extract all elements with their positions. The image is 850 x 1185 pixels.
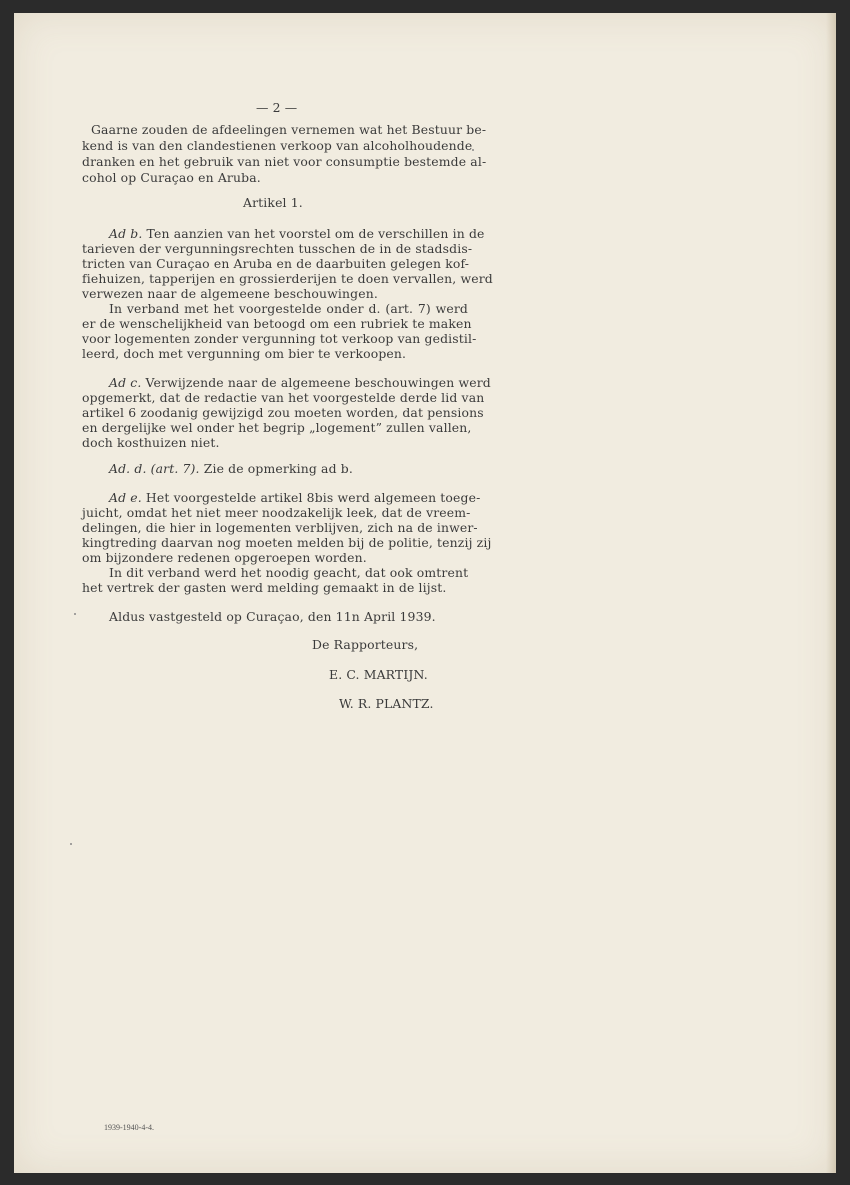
ad-b-line: er de wenschelijkheid van betoogd om een rubriek te maken: [82, 316, 472, 331]
ad-b-line: tricten van Curaçao en Aruba en de daarbuiten gelegen kof-: [82, 256, 470, 271]
paper-speck: [472, 149, 474, 151]
ad-c-line: opgemerkt, dat de redactie van het voorgestelde derde lid van: [82, 390, 485, 405]
ad-b-line: leerd, doch met vergunning om bier te verkoopen.: [82, 346, 407, 361]
document-page: [14, 13, 836, 1173]
intro-line: kend is van den clandestienen verkoop van alcoholhoudende: [82, 138, 473, 153]
intro-line: Gaarne zouden de afdeelingen vernemen wat het Bestuur be-: [91, 122, 487, 137]
intro-line: cohol op Curaçao en Aruba.: [82, 170, 261, 185]
ad-e-line: kingtreding daarvan nog moeten melden bij de politie, tenzij zij: [82, 535, 492, 550]
ad-e-label: Ad e.: [109, 490, 142, 505]
rapporteurs-heading: De Rapporteurs,: [312, 637, 419, 652]
ad-e-line: het vertrek der gasten werd melding gemaakt in de lijst.: [82, 580, 447, 595]
paper-speck: [70, 843, 72, 845]
ad-b-first-line: [109, 226, 485, 241]
ad-c-label: Ad c.: [109, 375, 142, 390]
ad-e-first-line: [109, 490, 481, 505]
closing-statement: Aldus vastgesteld op Curaçao, den 11n April 1939.: [109, 609, 436, 624]
signatory-name: W. R. PLANTZ.: [339, 696, 434, 711]
ad-e-first-line-text: Het voorgestelde artikel 8bis werd algemeen toege-: [141, 490, 481, 505]
ad-c-first-line-text: Verwijzende naar de algemeene beschouwingen werd: [141, 375, 491, 390]
ad-c-line: en dergelijke wel onder het begrip „logement” zullen vallen,: [82, 420, 472, 435]
ad-b-line: voor logementen zonder vergunning tot verkoop van gedistil-: [82, 331, 477, 346]
ad-d-line: [109, 461, 353, 476]
intro-line: dranken en het gebruik van niet voor consumptie bestemde al-: [82, 154, 487, 169]
ad-e-line: juicht, omdat het niet meer noodzakelijk leek, dat de vreem-: [82, 505, 471, 520]
ad-b-label: Ad b.: [109, 226, 143, 241]
ad-b-line: fiehuizen, tapperijen en grossierderijen te doen vervallen, werd: [82, 271, 493, 286]
signatory-name: E. C. MARTIJN.: [329, 667, 428, 682]
ad-e-line: In dit verband werd het noodig geacht, dat ook omtrent: [109, 565, 469, 580]
ad-c-first-line: [109, 375, 491, 390]
ad-e-line: om bijzondere redenen opgeroepen worden.: [82, 550, 367, 565]
ad-e-line: delingen, die hier in logementen verblijven, zich na de inwer-: [82, 520, 478, 535]
ad-b-line: In verband met het voorgestelde onder d. (art. 7) werd: [109, 301, 468, 316]
ad-b-line: verwezen naar de algemeene beschouwingen.: [82, 286, 378, 301]
ad-d-text: Zie de opmerking ad b.: [199, 461, 353, 476]
ad-c-line: doch kosthuizen niet.: [82, 435, 220, 450]
footer-reference-code: 1939-1940-4-4.: [104, 1123, 154, 1132]
page-number: — 2 —: [256, 100, 298, 115]
ad-c-line: artikel 6 zoodanig gewijzigd zou moeten worden, dat pensions: [82, 405, 484, 420]
page-edge-shadow: [826, 13, 836, 1173]
artikel-heading: Artikel 1.: [243, 195, 303, 210]
ad-b-first-line-text: Ten aanzien van het voorstel om de verschillen in de: [142, 226, 485, 241]
paper-speck: [74, 613, 76, 615]
ad-d-label: Ad. d. (art. 7).: [109, 461, 200, 476]
ad-b-line: tarieven der vergunningsrechten tusschen de in de stadsdis-: [82, 241, 473, 256]
